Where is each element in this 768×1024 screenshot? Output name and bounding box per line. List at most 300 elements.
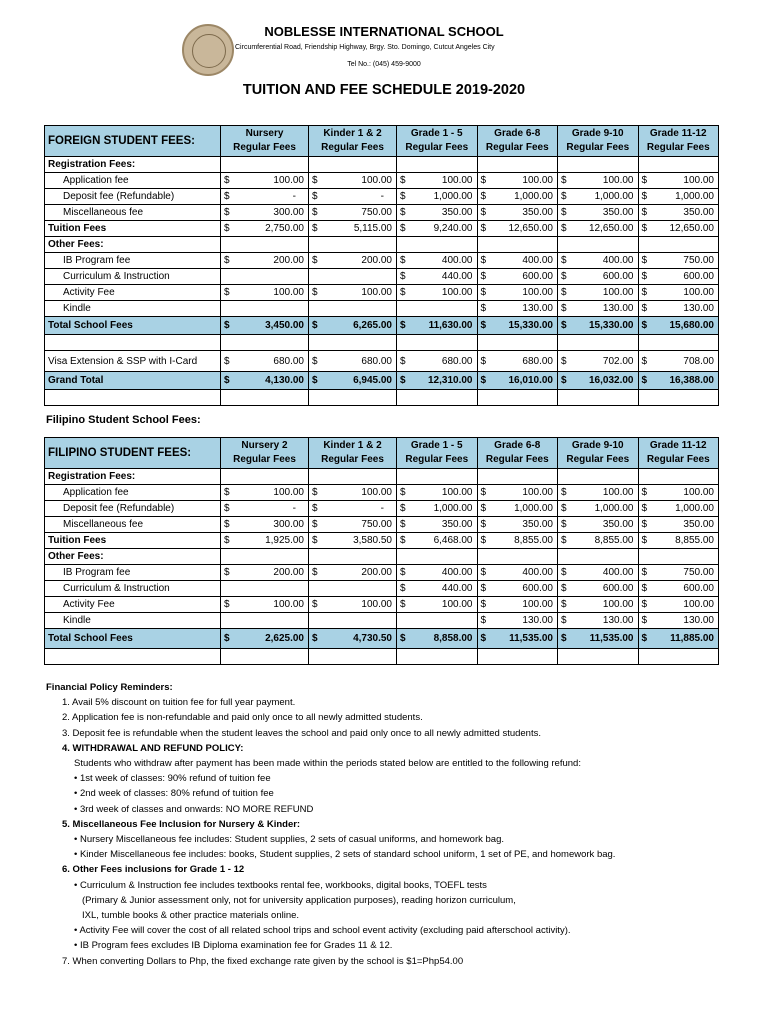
fee-amount — [322, 301, 397, 317]
fee-amount: 680.00 — [410, 351, 477, 372]
currency-symbol: $ — [309, 517, 323, 533]
fee-amount — [234, 549, 309, 565]
currency-symbol: $ — [477, 253, 491, 269]
fee-amount: 300.00 — [234, 517, 309, 533]
currency-symbol — [558, 469, 572, 485]
row-label: Tuition Fees — [45, 221, 221, 237]
note-line: 4. WITHDRAWAL AND REFUND POLICY: — [62, 742, 244, 754]
row-label: Tuition Fees — [45, 533, 221, 549]
fee-amount: 100.00 — [571, 485, 638, 501]
currency-symbol — [558, 390, 572, 406]
currency-symbol: $ — [638, 517, 652, 533]
currency-symbol — [309, 157, 323, 173]
currency-symbol — [477, 549, 491, 565]
fee-amount: 2,750.00 — [234, 221, 309, 237]
currency-symbol: $ — [638, 221, 652, 237]
currency-symbol: $ — [477, 285, 491, 301]
currency-symbol: $ — [397, 581, 411, 597]
fee-amount: 100.00 — [571, 597, 638, 613]
school-address: Circumferential Road, Friendship Highway, Brgy. Sto. Domingo, Cutcut Angeles City — [235, 44, 495, 51]
currency-symbol: $ — [558, 221, 572, 237]
fee-amount: 100.00 — [410, 597, 477, 613]
fee-amount: 12,650.00 — [491, 221, 558, 237]
column-header — [309, 438, 397, 469]
fee-amount: 680.00 — [322, 351, 397, 372]
currency-symbol: $ — [638, 189, 652, 205]
fee-amount: 200.00 — [322, 565, 397, 581]
fee-amount — [322, 613, 397, 629]
row-label: Curriculum & Instruction — [45, 269, 221, 285]
fee-amount: 400.00 — [491, 565, 558, 581]
currency-symbol: $ — [477, 613, 491, 629]
row-label: Other Fees: — [45, 549, 221, 565]
currency-symbol — [397, 469, 411, 485]
currency-symbol: $ — [309, 205, 323, 221]
fee-amount: 750.00 — [322, 517, 397, 533]
currency-symbol — [221, 237, 235, 253]
currency-symbol: $ — [558, 189, 572, 205]
fee-amount: 1,000.00 — [571, 189, 638, 205]
table-row — [45, 517, 719, 533]
row-label: Grand Total — [45, 372, 221, 390]
table-row — [45, 501, 719, 517]
fee-amount: 440.00 — [410, 581, 477, 597]
fee-amount: 8,855.00 — [652, 533, 719, 549]
currency-symbol: $ — [638, 501, 652, 517]
fee-amount: 350.00 — [652, 205, 719, 221]
currency-symbol: $ — [638, 205, 652, 221]
fee-amount — [571, 157, 638, 173]
column-header — [397, 126, 478, 157]
note-line: IXL, tumble books & other practice materials online. — [82, 910, 300, 922]
currency-symbol: $ — [309, 253, 323, 269]
table-header-row — [45, 438, 719, 469]
total-row — [45, 372, 719, 390]
fee-amount: 400.00 — [571, 565, 638, 581]
currency-symbol: $ — [558, 533, 572, 549]
table-header-row — [45, 126, 719, 157]
page-title: TUITION AND FEE SCHEDULE 2019-2020 — [242, 82, 526, 98]
note-line: 1. Avail 5% discount on tuition fee for full year payment. — [62, 697, 296, 709]
fee-amount: 350.00 — [491, 205, 558, 221]
currency-symbol — [221, 649, 235, 665]
currency-symbol: $ — [397, 351, 411, 372]
fee-amount: 1,000.00 — [491, 501, 558, 517]
currency-symbol — [638, 649, 652, 665]
fee-amount: 100.00 — [322, 173, 397, 189]
currency-symbol: $ — [221, 317, 235, 335]
column-header — [477, 438, 558, 469]
row-label: Visa Extension & SSP with I-Card — [45, 351, 221, 372]
table-row — [45, 269, 719, 285]
currency-symbol: $ — [397, 485, 411, 501]
note-line: • Kinder Miscellaneous fee includes: books, Student supplies, 2 sets of standard school uniform, 1 set of PE, and homework bag. — [74, 849, 616, 861]
currency-symbol: $ — [558, 485, 572, 501]
table-row — [45, 189, 719, 205]
column-grade: Grade 1 - 5 — [410, 128, 463, 139]
currency-symbol — [221, 390, 235, 406]
currency-symbol: $ — [309, 173, 323, 189]
fee-amount — [234, 157, 309, 173]
currency-symbol: $ — [477, 533, 491, 549]
column-grade: Grade 11-12 — [649, 128, 707, 139]
currency-symbol: $ — [221, 533, 235, 549]
fee-amount — [234, 469, 309, 485]
fee-amount — [571, 649, 638, 665]
note-line: 6. Other Fees inclusions for Grade 1 - 12 — [62, 864, 245, 876]
fee-amount: 2,625.00 — [234, 629, 309, 649]
fee-amount: 16,010.00 — [491, 372, 558, 390]
currency-symbol — [309, 649, 323, 665]
column-header — [221, 438, 309, 469]
currency-symbol — [558, 549, 572, 565]
fee-amount: 16,388.00 — [652, 372, 719, 390]
row-label: Deposit fee (Refundable) — [45, 501, 221, 517]
currency-symbol: $ — [477, 485, 491, 501]
fee-amount — [652, 390, 719, 406]
currency-symbol — [221, 157, 235, 173]
currency-symbol — [638, 469, 652, 485]
column-header — [221, 126, 309, 157]
fee-amount: 12,650.00 — [571, 221, 638, 237]
total-row — [45, 629, 719, 649]
currency-symbol: $ — [477, 501, 491, 517]
row-label: IB Program fee — [45, 565, 221, 581]
fee-amount: 600.00 — [652, 581, 719, 597]
note-line: 2. Application fee is non-refundable and paid only once to all newly admitted students. — [62, 712, 423, 724]
fee-amount: 130.00 — [491, 613, 558, 629]
column-header — [309, 126, 397, 157]
row-label: Total School Fees — [45, 317, 221, 335]
fee-amount — [410, 649, 477, 665]
currency-symbol — [397, 237, 411, 253]
row-label: Kindle — [45, 613, 221, 629]
currency-symbol: $ — [638, 372, 652, 390]
currency-symbol: $ — [221, 253, 235, 269]
fee-amount: 100.00 — [322, 285, 397, 301]
currency-symbol: $ — [221, 351, 235, 372]
fee-amount — [571, 237, 638, 253]
currency-symbol: $ — [309, 565, 323, 581]
fee-amount — [491, 390, 558, 406]
column-subheader: Regular Fees — [646, 142, 710, 153]
fee-amount — [491, 335, 558, 351]
fee-amount: 6,468.00 — [410, 533, 477, 549]
fee-amount: 8,855.00 — [571, 533, 638, 549]
currency-symbol — [309, 301, 323, 317]
fee-amount: 100.00 — [491, 597, 558, 613]
fee-amount: 350.00 — [571, 205, 638, 221]
fee-amount — [234, 237, 309, 253]
currency-symbol: $ — [558, 581, 572, 597]
fee-amount: 11,885.00 — [652, 629, 719, 649]
currency-symbol: $ — [221, 565, 235, 581]
currency-symbol: $ — [309, 351, 323, 372]
note-line: 5. Miscellaneous Fee Inclusion for Nursery & Kinder: — [62, 818, 301, 830]
table-row — [45, 549, 719, 565]
fee-amount — [491, 469, 558, 485]
fee-amount — [571, 549, 638, 565]
currency-symbol — [221, 549, 235, 565]
fee-amount: 11,535.00 — [491, 629, 558, 649]
currency-symbol: $ — [309, 501, 323, 517]
row-label: Deposit fee (Refundable) — [45, 189, 221, 205]
currency-symbol — [397, 301, 411, 317]
currency-symbol: $ — [638, 485, 652, 501]
fee-amount — [410, 469, 477, 485]
fee-amount — [234, 335, 309, 351]
currency-symbol — [221, 581, 235, 597]
fee-amount: 1,000.00 — [410, 501, 477, 517]
currency-symbol: $ — [638, 301, 652, 317]
currency-symbol: $ — [477, 317, 491, 335]
currency-symbol — [397, 157, 411, 173]
fee-amount: 100.00 — [652, 173, 719, 189]
currency-symbol: $ — [558, 351, 572, 372]
fee-amount — [652, 549, 719, 565]
currency-symbol: $ — [638, 613, 652, 629]
fee-amount: 100.00 — [234, 597, 309, 613]
fee-amount: 750.00 — [322, 205, 397, 221]
fee-amount: 100.00 — [652, 285, 719, 301]
fee-amount — [652, 157, 719, 173]
fee-amount: 300.00 — [234, 205, 309, 221]
fee-amount: 100.00 — [491, 485, 558, 501]
currency-symbol — [221, 301, 235, 317]
row-label — [45, 390, 221, 406]
currency-symbol: $ — [221, 221, 235, 237]
table-row — [45, 301, 719, 317]
table-row — [45, 351, 719, 372]
currency-symbol — [309, 581, 323, 597]
currency-symbol: $ — [397, 205, 411, 221]
currency-symbol: $ — [309, 485, 323, 501]
table-row — [45, 390, 719, 406]
table-row — [45, 173, 719, 189]
fee-amount — [410, 335, 477, 351]
currency-symbol: $ — [221, 205, 235, 221]
table-row — [45, 597, 719, 613]
column-grade: Nursery — [245, 128, 284, 139]
fee-amount: 11,535.00 — [571, 629, 638, 649]
currency-symbol: $ — [221, 372, 235, 390]
note-line: 3. Deposit fee is refundable when the student leaves the school and paid only once to all newly admitted students. — [62, 727, 541, 739]
fee-amount — [571, 469, 638, 485]
row-label: Registration Fees: — [45, 157, 221, 173]
column-subheader: Regular Fees — [566, 454, 630, 465]
fee-amount: 100.00 — [234, 173, 309, 189]
currency-symbol: $ — [397, 253, 411, 269]
school-telephone: Tel No.: (045) 459-9000 — [347, 61, 421, 68]
fee-amount: 130.00 — [571, 301, 638, 317]
notes-title: Financial Policy Reminders: — [46, 682, 173, 693]
note-line: • 1st week of classes: 90% refund of tuition fee — [74, 773, 271, 785]
column-subheader: Regular Fees — [321, 454, 384, 465]
row-label: Total School Fees — [45, 629, 221, 649]
currency-symbol — [638, 549, 652, 565]
column-subheader: Regular Fees — [405, 454, 469, 465]
currency-symbol — [638, 335, 652, 351]
currency-symbol: $ — [558, 301, 572, 317]
fee-amount: - — [322, 501, 397, 517]
column-header — [558, 126, 639, 157]
table-row — [45, 613, 719, 629]
fee-amount: 100.00 — [322, 485, 397, 501]
currency-symbol — [558, 335, 572, 351]
document-header — [0, 0, 768, 110]
fee-amount — [322, 469, 397, 485]
currency-symbol: $ — [309, 533, 323, 549]
table-title-cell: FILIPINO STUDENT FEES: — [45, 438, 221, 469]
column-subheader: Regular Fees — [485, 454, 549, 465]
table-row — [45, 469, 719, 485]
note-line: • 3rd week of classes and onwards: NO MORE REFUND — [74, 803, 314, 815]
currency-symbol — [221, 269, 235, 285]
column-header — [558, 438, 639, 469]
currency-symbol — [397, 613, 411, 629]
note-line: • Curriculum & Instruction fee includes textbooks rental fee, workbooks, digital books, TOEFL tests — [74, 879, 487, 891]
fee-amount: 130.00 — [652, 301, 719, 317]
fee-amount — [571, 335, 638, 351]
fee-amount — [410, 549, 477, 565]
fee-amount — [234, 613, 309, 629]
currency-symbol — [309, 335, 323, 351]
currency-symbol: $ — [558, 205, 572, 221]
currency-symbol: $ — [558, 597, 572, 613]
currency-symbol: $ — [558, 285, 572, 301]
currency-symbol: $ — [397, 501, 411, 517]
currency-symbol: $ — [309, 221, 323, 237]
fee-amount: 350.00 — [571, 517, 638, 533]
note-line: Students who withdraw after payment has been made within the periods stated below are entitled to the following refund: — [74, 758, 581, 770]
currency-symbol: $ — [397, 629, 411, 649]
currency-symbol: $ — [477, 581, 491, 597]
column-grade: Grade 9-10 — [571, 440, 624, 451]
fee-amount — [652, 237, 719, 253]
currency-symbol — [309, 549, 323, 565]
row-label: Curriculum & Instruction — [45, 581, 221, 597]
column-header — [638, 438, 719, 469]
column-grade: Kinder 1 & 2 — [323, 128, 382, 139]
table-row — [45, 649, 719, 665]
currency-symbol: $ — [397, 597, 411, 613]
fee-amount: 16,032.00 — [571, 372, 638, 390]
currency-symbol: $ — [477, 301, 491, 317]
column-subheader: Regular Fees — [646, 454, 710, 465]
fee-amount: 680.00 — [491, 351, 558, 372]
fee-amount — [322, 269, 397, 285]
notes-list — [46, 695, 746, 969]
column-subheader: Regular Fees — [233, 142, 296, 153]
fee-amount — [652, 649, 719, 665]
fee-amount: 100.00 — [652, 597, 719, 613]
currency-symbol: $ — [477, 173, 491, 189]
fee-amount: 100.00 — [571, 285, 638, 301]
currency-symbol: $ — [558, 317, 572, 335]
currency-symbol: $ — [221, 501, 235, 517]
currency-symbol — [397, 649, 411, 665]
currency-symbol: $ — [309, 317, 323, 335]
fee-amount: 1,000.00 — [652, 189, 719, 205]
column-subheader: Regular Fees — [566, 142, 630, 153]
fee-amount: 4,130.00 — [234, 372, 309, 390]
currency-symbol: $ — [558, 253, 572, 269]
currency-symbol: $ — [558, 565, 572, 581]
currency-symbol — [221, 335, 235, 351]
fee-amount: 4,730.50 — [322, 629, 397, 649]
currency-symbol — [477, 649, 491, 665]
currency-symbol — [638, 157, 652, 173]
currency-symbol — [558, 157, 572, 173]
currency-symbol: $ — [477, 629, 491, 649]
fee-amount: 100.00 — [234, 485, 309, 501]
currency-symbol: $ — [638, 581, 652, 597]
row-label: IB Program fee — [45, 253, 221, 269]
currency-symbol: $ — [558, 372, 572, 390]
foreign-fees-table — [44, 125, 719, 406]
fee-amount — [491, 157, 558, 173]
currency-symbol: $ — [558, 269, 572, 285]
fee-amount: 100.00 — [652, 485, 719, 501]
fee-amount — [234, 301, 309, 317]
currency-symbol: $ — [397, 533, 411, 549]
fee-amount — [410, 237, 477, 253]
currency-symbol — [221, 613, 235, 629]
fee-amount: 8,855.00 — [491, 533, 558, 549]
currency-symbol: $ — [477, 351, 491, 372]
currency-symbol — [638, 390, 652, 406]
row-label — [45, 649, 221, 665]
fee-amount: - — [234, 189, 309, 205]
column-header — [477, 126, 558, 157]
note-line: • IB Program fees excludes IB Diploma examination fee for Grades 11 & 12. — [74, 940, 393, 952]
currency-symbol: $ — [558, 517, 572, 533]
column-grade: Nursery 2 — [241, 440, 288, 451]
column-grade: Kinder 1 & 2 — [323, 440, 382, 451]
currency-symbol — [397, 335, 411, 351]
currency-symbol: $ — [638, 351, 652, 372]
currency-symbol: $ — [477, 597, 491, 613]
column-subheader: Regular Fees — [405, 142, 469, 153]
note-line: (Primary & Junior assessment only, not for university application purposes), reading horizon curriculum, — [82, 894, 516, 906]
fee-amount: 100.00 — [234, 285, 309, 301]
currency-symbol — [221, 469, 235, 485]
column-grade: Grade 9-10 — [571, 128, 624, 139]
fee-amount: 8,858.00 — [410, 629, 477, 649]
currency-symbol: $ — [638, 317, 652, 335]
row-label: Miscellaneous fee — [45, 205, 221, 221]
fee-amount: 100.00 — [491, 173, 558, 189]
currency-symbol: $ — [221, 173, 235, 189]
column-subheader: Regular Fees — [485, 142, 549, 153]
fee-amount: 400.00 — [571, 253, 638, 269]
fee-amount: 702.00 — [571, 351, 638, 372]
currency-symbol: $ — [638, 269, 652, 285]
currency-symbol: $ — [638, 629, 652, 649]
currency-symbol: $ — [477, 269, 491, 285]
currency-symbol — [397, 549, 411, 565]
fee-amount: 15,680.00 — [652, 317, 719, 335]
fee-amount: 600.00 — [571, 581, 638, 597]
fee-amount — [322, 237, 397, 253]
fee-amount: 350.00 — [410, 517, 477, 533]
fee-amount: 6,945.00 — [322, 372, 397, 390]
currency-symbol: $ — [558, 629, 572, 649]
fee-amount: 350.00 — [410, 205, 477, 221]
currency-symbol: $ — [638, 597, 652, 613]
currency-symbol — [558, 649, 572, 665]
currency-symbol: $ — [397, 517, 411, 533]
